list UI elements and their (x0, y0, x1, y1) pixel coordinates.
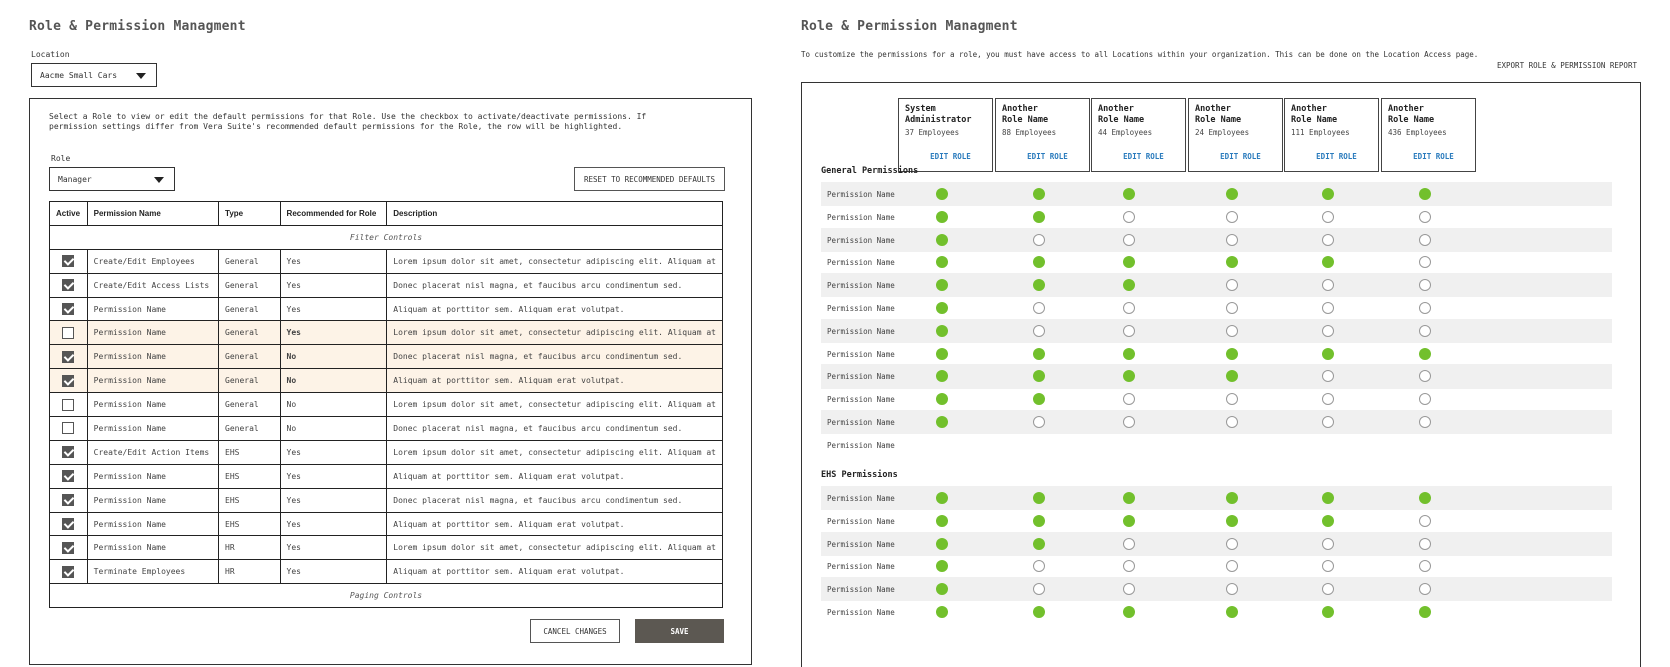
active-checkbox[interactable] (62, 470, 74, 482)
type-cell: General (219, 273, 281, 297)
permission-granted-icon[interactable] (1322, 606, 1334, 618)
permission-name-cell: Terminate Employees (87, 560, 218, 584)
recommended-cell: Yes (280, 273, 387, 297)
permission-denied-icon[interactable] (1419, 234, 1431, 246)
permission-name-cell: Permission Name (87, 417, 218, 441)
paging-controls[interactable]: Paging Controls (50, 584, 723, 608)
type-cell: General (219, 321, 281, 345)
permission-denied-icon[interactable] (1322, 302, 1334, 314)
permission-denied-icon[interactable] (1419, 211, 1431, 223)
role-name-line2: Role Name (1291, 115, 1338, 125)
permission-denied-icon[interactable] (1322, 583, 1334, 595)
permission-denied-icon[interactable] (1123, 538, 1135, 550)
permission-granted-icon[interactable] (936, 348, 948, 360)
active-checkbox[interactable] (62, 279, 74, 291)
permission-row (821, 228, 1612, 252)
type-cell: General (219, 345, 281, 369)
role-name-line1: Another (1098, 104, 1134, 114)
permission-granted-icon[interactable] (1033, 538, 1045, 550)
employee-count: 44 Employees (1098, 128, 1153, 137)
role-name-line1: System (905, 104, 936, 114)
recommended-cell: Yes (280, 249, 387, 273)
permission-denied-icon[interactable] (1419, 279, 1431, 291)
permission-denied-icon[interactable] (1419, 302, 1431, 314)
page-title-right: Role & Permission Managment (801, 19, 1018, 34)
permission-granted-icon[interactable] (1322, 348, 1334, 360)
section-heading: General Permissions (821, 166, 919, 176)
permission-granted-icon[interactable] (1322, 188, 1334, 200)
caret-down-icon (136, 73, 146, 79)
permission-granted-icon[interactable] (1123, 256, 1135, 268)
active-cell (50, 536, 88, 560)
permission-denied-icon[interactable] (1123, 211, 1135, 223)
description-cell: Donec placerat nisl magna, et faucibus arcu condimentum sed. (387, 488, 723, 512)
active-checkbox[interactable] (62, 566, 74, 578)
caret-down-icon (154, 177, 164, 183)
permission-granted-icon[interactable] (1123, 492, 1135, 504)
permission-denied-icon[interactable] (1123, 416, 1135, 428)
table-row (50, 417, 723, 441)
permission-denied-icon[interactable] (1033, 234, 1045, 246)
permission-denied-icon[interactable] (1226, 416, 1238, 428)
permission-denied-icon[interactable] (1226, 393, 1238, 405)
permission-granted-icon[interactable] (936, 560, 948, 572)
permission-granted-icon[interactable] (1226, 348, 1238, 360)
role-name-line1: Another (1002, 104, 1038, 114)
permission-label: Permission Name (827, 281, 895, 291)
table-row (50, 297, 723, 321)
edit-role-link[interactable]: EDIT ROLE (1316, 152, 1357, 161)
permission-denied-icon[interactable] (1123, 560, 1135, 572)
description-cell: Lorem ipsum dolor sit amet, consectetur adipiscing elit. Aliquam at (387, 536, 723, 560)
permission-granted-icon[interactable] (936, 279, 948, 291)
permission-name-cell: Create/Edit Access Lists (87, 273, 218, 297)
edit-role-link[interactable]: EDIT ROLE (1123, 152, 1164, 161)
permission-row (821, 433, 1612, 457)
permission-denied-icon[interactable] (1123, 393, 1135, 405)
recommended-cell: Yes (280, 488, 387, 512)
permission-label: Permission Name (827, 212, 895, 222)
description-cell: Aliquam at porttitor sem. Aliquam erat volutpat. (387, 464, 723, 488)
role-card (1381, 98, 1476, 172)
recommended-cell: Yes (280, 512, 387, 536)
location-label: Location (31, 50, 70, 59)
role-card (898, 98, 993, 172)
permission-denied-icon[interactable] (1123, 302, 1135, 314)
permission-label: Permission Name (827, 539, 895, 549)
permission-granted-icon[interactable] (936, 606, 948, 618)
permission-granted-icon[interactable] (936, 393, 948, 405)
recommended-cell: Yes (280, 440, 387, 464)
active-cell (50, 512, 88, 536)
permission-denied-icon[interactable] (1419, 370, 1431, 382)
type-cell: EHS (219, 464, 281, 488)
permission-name-cell: Create/Edit Employees (87, 249, 218, 273)
permission-label: Permission Name (827, 304, 895, 313)
permission-granted-icon[interactable] (1226, 188, 1238, 200)
permission-denied-icon[interactable] (1033, 416, 1045, 428)
instructions-text: Select a Role to view or edit the default permissions for that Role. Use the checkbox to activate/deactivate permissions. If permission settings differ from Vera Suite's recommended default permissions for the Role, the row will be highlighted. (49, 112, 647, 131)
recommended-cell: No (280, 369, 387, 393)
description-cell: Aliquam at porttitor sem. Aliquam erat volutpat. (387, 560, 723, 584)
active-checkbox[interactable] (62, 422, 74, 434)
description-cell: Lorem ipsum dolor sit amet, consectetur adipiscing elit. Aliquam at (387, 321, 723, 345)
permission-granted-icon[interactable] (936, 256, 948, 268)
table-row (50, 393, 723, 417)
active-cell (50, 369, 88, 393)
permission-granted-icon[interactable] (1033, 606, 1045, 618)
permission-denied-icon[interactable] (1419, 256, 1431, 268)
filter-controls-row[interactable] (50, 225, 723, 249)
permission-matrix-panel (801, 82, 1641, 667)
permission-name-cell: Permission Name (87, 393, 218, 417)
column-header: Permission Name (87, 202, 218, 226)
permission-label: Permission Name (827, 395, 895, 405)
permission-granted-icon[interactable] (936, 234, 948, 246)
permission-row (821, 600, 1612, 624)
permission-denied-icon[interactable] (1123, 583, 1135, 595)
permission-granted-icon[interactable] (1123, 348, 1135, 360)
permission-granted-icon[interactable] (1033, 393, 1045, 405)
permission-denied-icon[interactable] (1322, 538, 1334, 550)
table-row (50, 369, 723, 393)
permission-denied-icon[interactable] (1322, 393, 1334, 405)
permission-denied-icon[interactable] (1226, 211, 1238, 223)
employee-count: 436 Employees (1388, 128, 1447, 137)
role-card (1284, 98, 1379, 172)
role-label: Role (51, 154, 71, 163)
permission-label: Permission Name (827, 516, 895, 526)
active-cell (50, 393, 88, 417)
permission-label: Permission Name (827, 562, 895, 572)
permission-granted-icon[interactable] (1226, 256, 1238, 268)
active-checkbox[interactable] (62, 518, 74, 530)
description-cell: Aliquam at porttitor sem. Aliquam erat volutpat. (387, 512, 723, 536)
active-cell (50, 321, 88, 345)
permission-label: Permission Name (827, 418, 895, 427)
permission-denied-icon[interactable] (1033, 325, 1045, 337)
permission-denied-icon[interactable] (1226, 302, 1238, 314)
permissions-table (49, 201, 723, 608)
type-cell: EHS (219, 512, 281, 536)
permission-row (821, 296, 1612, 320)
table-row (50, 512, 723, 536)
table-row (50, 440, 723, 464)
permission-granted-icon[interactable] (1226, 492, 1238, 504)
recommended-cell: No (280, 345, 387, 369)
employee-count: 37 Employees (905, 128, 960, 137)
active-cell (50, 297, 88, 321)
edit-role-link[interactable]: EDIT ROLE (930, 152, 971, 161)
permission-label: Permission Name (827, 608, 895, 617)
description-cell: Lorem ipsum dolor sit amet, consectetur adipiscing elit. Aliquam at (387, 440, 723, 464)
permission-label: Permission Name (827, 258, 895, 268)
permission-denied-icon[interactable] (1226, 538, 1238, 550)
table-row (50, 536, 723, 560)
permission-label: Permission Name (827, 326, 895, 336)
table-row (50, 464, 723, 488)
permission-denied-icon[interactable] (1226, 234, 1238, 246)
permission-row (821, 319, 1612, 343)
permission-granted-icon[interactable] (936, 515, 948, 527)
permission-denied-icon[interactable] (1226, 560, 1238, 572)
recommended-cell: Yes (280, 560, 387, 584)
role-name-line2: Role Name (1388, 115, 1435, 125)
description-cell: Donec placerat nisl magna, et faucibus arcu condimentum sed. (387, 345, 723, 369)
active-cell (50, 440, 88, 464)
active-checkbox[interactable] (62, 255, 74, 267)
permission-row (821, 509, 1612, 533)
description-cell: Donec placerat nisl magna, et faucibus arcu condimentum sed. (387, 417, 723, 441)
type-cell: EHS (219, 488, 281, 512)
permission-row (821, 250, 1612, 274)
recommended-cell: Yes (280, 536, 387, 560)
permission-denied-icon[interactable] (1033, 583, 1045, 595)
table-row (50, 273, 723, 297)
employee-count: 88 Employees (1002, 128, 1057, 137)
permission-denied-icon[interactable] (1322, 211, 1334, 223)
recommended-cell: No (280, 417, 387, 441)
permission-label: Permission Name (827, 235, 895, 245)
permission-row (821, 205, 1612, 229)
role-value: Manager (58, 174, 92, 184)
type-cell: General (219, 417, 281, 441)
table-header-row (50, 202, 723, 226)
table-row (50, 560, 723, 584)
role-name-line2: Role Name (1195, 115, 1242, 125)
active-cell (50, 464, 88, 488)
employee-count: 111 Employees (1291, 128, 1350, 137)
permission-granted-icon[interactable] (1033, 348, 1045, 360)
permission-granted-icon[interactable] (1226, 370, 1238, 382)
permission-row (821, 532, 1612, 556)
permission-granted-icon[interactable] (1123, 515, 1135, 527)
permission-granted-icon[interactable] (1123, 188, 1135, 200)
active-cell (50, 249, 88, 273)
permission-name-cell: Permission Name (87, 512, 218, 536)
description-cell: Aliquam at porttitor sem. Aliquam erat volutpat. (387, 297, 723, 321)
active-cell (50, 488, 88, 512)
reset-defaults-button[interactable]: RESET TO RECOMMENDED DEFAULTS (574, 167, 725, 191)
permission-granted-icon[interactable] (1419, 492, 1431, 504)
access-description: To customize the permissions for a role, you must have access to all Locations within your organization. This can be done on the Location Access page. (801, 50, 1479, 59)
permission-granted-icon[interactable] (1123, 606, 1135, 618)
type-cell: HR (219, 560, 281, 584)
role-name-line1: Another (1388, 104, 1424, 114)
type-cell: EHS (219, 440, 281, 464)
active-checkbox[interactable] (62, 446, 74, 458)
active-checkbox[interactable] (62, 494, 74, 506)
permission-granted-icon[interactable] (1322, 492, 1334, 504)
permission-denied-icon[interactable] (1322, 416, 1334, 428)
permission-granted-icon[interactable] (1226, 606, 1238, 618)
permission-name-cell: Permission Name (87, 369, 218, 393)
permission-row (821, 387, 1612, 411)
permission-denied-icon[interactable] (1226, 325, 1238, 337)
employee-count: 24 Employees (1195, 128, 1250, 137)
description-cell: Lorem ipsum dolor sit amet, consectetur adipiscing elit. Aliquam at (387, 393, 723, 417)
active-checkbox[interactable] (62, 399, 74, 411)
recommended-cell: Yes (280, 297, 387, 321)
permission-row (821, 182, 1612, 206)
active-cell (50, 417, 88, 441)
role-name-line1: Another (1291, 104, 1327, 114)
permission-granted-icon[interactable] (1033, 515, 1045, 527)
permission-label: Permission Name (827, 190, 895, 199)
location-dropdown[interactable] (31, 63, 157, 87)
edit-role-link[interactable]: EDIT ROLE (1413, 152, 1454, 161)
cancel-changes-button[interactable]: CANCEL CHANGES (530, 619, 620, 643)
permission-granted-icon[interactable] (936, 325, 948, 337)
type-cell: General (219, 369, 281, 393)
location-value: Aacme Small Cars (40, 70, 118, 80)
permission-granted-icon[interactable] (1419, 348, 1431, 360)
role-card (995, 98, 1090, 172)
permission-granted-icon[interactable] (936, 188, 948, 200)
recommended-cell: Yes (280, 464, 387, 488)
permission-granted-icon[interactable] (1033, 492, 1045, 504)
permission-label: Permission Name (827, 585, 895, 595)
role-dropdown[interactable] (49, 167, 175, 191)
role-name-line1: Another (1195, 104, 1231, 114)
table-row (50, 249, 723, 273)
permission-granted-icon[interactable] (1033, 370, 1045, 382)
permission-name-cell: Create/Edit Action Items (87, 440, 218, 464)
permission-denied-icon[interactable] (1123, 325, 1135, 337)
permission-row (821, 577, 1612, 601)
permission-denied-icon[interactable] (1419, 416, 1431, 428)
permission-granted-icon[interactable] (1419, 606, 1431, 618)
permission-denied-icon[interactable] (1226, 583, 1238, 595)
type-cell: General (219, 249, 281, 273)
permission-label: Permission Name (827, 349, 895, 359)
permission-granted-icon[interactable] (936, 211, 948, 223)
permission-row (821, 410, 1612, 434)
edit-role-link[interactable]: EDIT ROLE (1027, 152, 1068, 161)
permission-granted-icon[interactable] (936, 302, 948, 314)
description-cell: Donec placerat nisl magna, et faucibus arcu condimentum sed. (387, 273, 723, 297)
permission-granted-icon[interactable] (1033, 211, 1045, 223)
permission-name-cell: Permission Name (87, 488, 218, 512)
permission-granted-icon[interactable] (936, 416, 948, 428)
permission-denied-icon[interactable] (1419, 515, 1431, 527)
permission-denied-icon[interactable] (1033, 302, 1045, 314)
permission-granted-icon[interactable] (936, 370, 948, 382)
column-header: Type (219, 202, 281, 226)
role-card (1091, 98, 1186, 172)
active-checkbox[interactable] (62, 303, 74, 315)
permission-granted-icon[interactable] (1123, 370, 1135, 382)
export-report-link[interactable]: EXPORT ROLE & PERMISSION REPORT (1497, 61, 1637, 70)
permission-row (821, 554, 1612, 578)
permission-denied-icon[interactable] (1419, 560, 1431, 572)
permission-granted-icon[interactable] (1226, 515, 1238, 527)
section-heading: EHS Permissions (821, 470, 898, 480)
permission-row (821, 364, 1612, 388)
type-cell: General (219, 297, 281, 321)
role-name-line2: Administrator (905, 115, 972, 125)
page-title: Role & Permission Managment (29, 19, 246, 34)
column-header: Active (50, 202, 88, 226)
table-row (50, 488, 723, 512)
permission-label: Permission Name (827, 494, 895, 503)
role-permissions-panel (29, 98, 752, 665)
permission-granted-icon[interactable] (1322, 515, 1334, 527)
description-cell: Lorem ipsum dolor sit amet, consectetur adipiscing elit. Aliquam at (387, 249, 723, 273)
permission-denied-icon[interactable] (1322, 560, 1334, 572)
permission-granted-icon[interactable] (1123, 279, 1135, 291)
permission-denied-icon[interactable] (1322, 325, 1334, 337)
role-name-line2: Role Name (1002, 115, 1049, 125)
permission-label: Permission Name (827, 372, 895, 382)
permission-row (821, 486, 1612, 510)
filter-controls[interactable]: Filter Controls (50, 225, 723, 249)
permission-name-cell: Permission Name (87, 536, 218, 560)
type-cell: HR (219, 536, 281, 560)
save-button[interactable]: SAVE (635, 619, 724, 643)
table-row (50, 345, 723, 369)
active-checkbox[interactable] (62, 327, 74, 339)
edit-role-link[interactable]: EDIT ROLE (1220, 152, 1261, 161)
permission-granted-icon[interactable] (1033, 256, 1045, 268)
permission-row (821, 342, 1612, 366)
permission-denied-icon[interactable] (1322, 370, 1334, 382)
permission-label: Permission Name (827, 440, 895, 450)
permission-granted-icon[interactable] (936, 538, 948, 550)
role-card (1188, 98, 1283, 172)
permission-denied-icon[interactable] (1226, 279, 1238, 291)
paging-controls-row[interactable] (50, 584, 723, 608)
permission-name-cell: Permission Name (87, 321, 218, 345)
permission-granted-icon[interactable] (1033, 279, 1045, 291)
active-checkbox[interactable] (62, 542, 74, 554)
permission-name-cell: Permission Name (87, 297, 218, 321)
permission-denied-icon[interactable] (1322, 279, 1334, 291)
permission-granted-icon[interactable] (1322, 256, 1334, 268)
active-checkbox[interactable] (62, 351, 74, 363)
permission-granted-icon[interactable] (1033, 188, 1045, 200)
recommended-cell: Yes (280, 321, 387, 345)
permission-denied-icon[interactable] (1419, 393, 1431, 405)
permission-denied-icon[interactable] (1033, 560, 1045, 572)
permission-granted-icon[interactable] (936, 492, 948, 504)
role-name-line2: Role Name (1098, 115, 1145, 125)
permission-granted-icon[interactable] (936, 583, 948, 595)
column-header: Description (387, 202, 723, 226)
permission-name-cell: Permission Name (87, 345, 218, 369)
recommended-cell: No (280, 393, 387, 417)
permission-denied-icon[interactable] (1123, 234, 1135, 246)
permission-denied-icon[interactable] (1322, 234, 1334, 246)
active-cell (50, 273, 88, 297)
permission-name-cell: Permission Name (87, 464, 218, 488)
active-cell (50, 345, 88, 369)
permission-denied-icon[interactable] (1419, 538, 1431, 550)
column-header: Recommended for Role (280, 202, 387, 226)
description-cell: Aliquam at porttitor sem. Aliquam erat volutpat. (387, 369, 723, 393)
permission-denied-icon[interactable] (1419, 325, 1431, 337)
active-cell (50, 560, 88, 584)
type-cell: General (219, 393, 281, 417)
table-row (50, 321, 723, 345)
permission-row (821, 273, 1612, 297)
active-checkbox[interactable] (62, 375, 74, 387)
permission-granted-icon[interactable] (1419, 188, 1431, 200)
permission-denied-icon[interactable] (1419, 583, 1431, 595)
